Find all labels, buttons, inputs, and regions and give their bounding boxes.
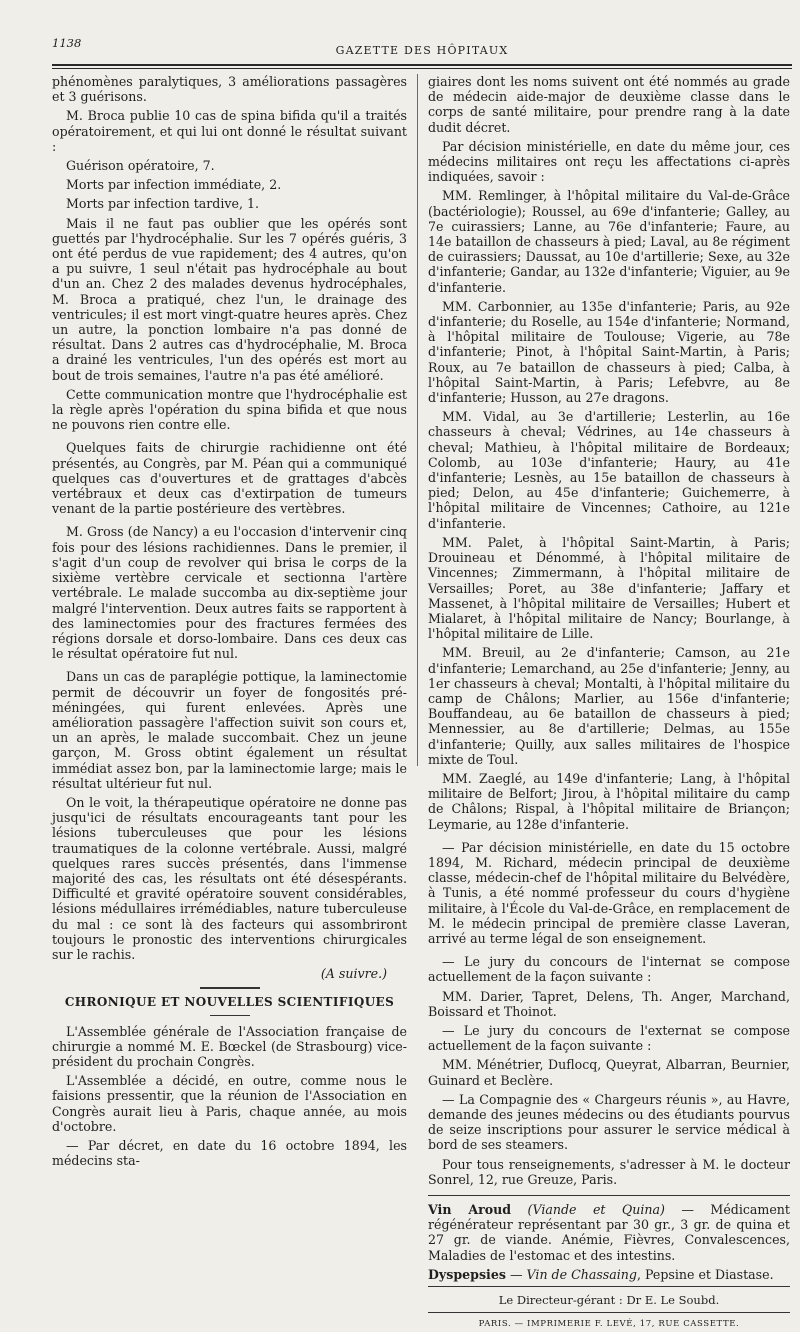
paragraph: Pour tous renseignements, s'adresser à M. le docteur Sonrel, 12, rue Greuze, Paris. [428, 1156, 790, 1187]
advert-title: Dyspepsies [428, 1266, 506, 1282]
advert [428, 1202, 790, 1263]
paragraph: — Le jury du concours de l'externat se compose actuellement de la façon suivante : [428, 1022, 790, 1054]
paragraph: MM. Darier, Tapret, Delens, Th. Anger, Marchand, Boissard et Thoinot. [428, 988, 790, 1019]
publisher-line: Le Directeur-gérant : Dr E. Le Soubd. [498, 1293, 720, 1308]
paragraph: MM. Carbonnier, au 135e d'infanterie; Paris, au 92e d'infanterie; du Roselle, au 154e d'infanterie; Normand, à l'hôpital militaire de Toulouse; Vigerie, au 78e d'infanterie; Pinot, à l'hôpital Saint-Martin, à Paris; Roux, au 7e bataillon de chasseurs à pied; Calba, à l'hôpital Saint-Martin, à Paris; Lefebvre, au 8e d'infanterie; Husson, au 27e dragons. [428, 298, 790, 406]
section-title: CHRONIQUE ET NOUVELLES SCIENTIFIQUES [64, 995, 395, 1010]
paragraph: phénomènes paralytiques, 3 améliorations passagères et 3 guérisons. [52, 74, 407, 105]
paragraph: M. Gross (de Nancy) a eu l'occasion d'intervenir cinq fois pour des lésions rachidiennes. Dans le premier, il s'agit d'un coup de revolver qui brisa le corps de la sixième vertèbre cervicale et sectionna l'artère vertébrale. Le malade succomba au dix-septième jour malgré l'intervention. Deux autres faits se rapportent à des laminectomies pour des fractures fermées des régions dorsale et dorso-lombaire. Dans ces deux cas le résultat opératoire fut nul. [52, 524, 407, 662]
list-item: Morts par infection tardive, 1. [66, 196, 259, 212]
advert-title: Vin Aroud [428, 1202, 512, 1218]
column-divider [417, 74, 418, 766]
paragraph: L'Assemblée générale de l'Association française de chirurgie a nommé M. E. Bœckel (de Strasbourg) vice-président du prochain Congrès. [52, 1023, 407, 1069]
paragraph: — Par décision ministérielle, en date du 15 octobre 1894, M. Richard, médecin principal de deuxième classe, médecin-chef de l'hôpital militaire du Belvédère, à Tunis, a été nommé professeur du cours d'hygiène militaire, à l'École du Val-de-Grâce, en remplacement de M. le médecin principal de première classe Laveran, arrivé au terme légal de son enseignement. [428, 839, 790, 946]
paragraph: — Par décret, en date du 16 octobre 1894, les médecins sta- [52, 1138, 407, 1169]
to-be-continued: (A suivre.) [320, 966, 387, 982]
paragraph: MM. Zaeglé, au 149e d'infanterie; Lang, à l'hôpital militaire de Belfort; Jirou, à l'hôpital militaire du camp de Châlons; Rispal, à l'hôpital militaire de Briançon; Leymarie, au 128e d'infanterie. [428, 770, 790, 832]
paragraph: giaires dont les noms suivent ont été nommés au grade de médecin aide-major de deuxième classe dans le corps de santé militaire, pour prendre rang à la date dudit décret. [428, 74, 790, 135]
paragraph: Par décision ministérielle, en date du même jour, ces médecins militaires ont reçu les affectations ci-après indiquées, savoir : [428, 138, 790, 185]
list-item: Guérison opératoire, 7. [66, 158, 215, 174]
list-item: Morts par infection immédiate, 2. [66, 177, 282, 193]
header-rule [52, 64, 792, 66]
paragraph: MM. Remlinger, à l'hôpital militaire du Val-de-Grâce (bactériologie); Roussel, au 69e d'infanterie; Galley, au 7e cuirassiers; Lanne, au 76e d'infanterie; Faure, au 14e bataillon de chasseurs à pied; Laval, au 8e régiment de cuirassiers; Daussat, au 10e d'artillerie; Sexe, au 32e d'infanterie; Gandar, au 132e d'infanterie; Viguier, au 9e d'infanterie. [428, 188, 790, 295]
advert-subtitle: (Viande et Quina) [527, 1202, 665, 1218]
left-column [52, 74, 407, 1172]
paragraph: Mais il ne faut pas oublier que les opérés sont guettés par l'hydrocéphalie. Sur les 7 opérés guéris, 3 ont été perdus de vue rapidement; des 4 autres, qu'on a pu suivre, 1 seul n'était pas hydrocéphale au bout d'un an. Chez 2 des malades devenus hydrocéphales, M. Broca a pratiqué, chez l'un, le drainage des ventricules; il est mort vingt-quatre heures après. Chez un autre, la ponction lombaire n'a pas donné de résultat. Dans 2 autres cas d'hydrocéphalie, M. Broca a drainé les ventricules, l'un des opérés est mort au bout de trois semaines, l'autre n'a pas été amélioré. [52, 215, 407, 383]
paragraph: — La Compagnie des « Chargeurs réunis », au Havre, demande des jeunes médecins ou des étudiants pourvus de seize inscriptions pour assurer le service médical à bord de ses steamers. [428, 1091, 790, 1153]
page-number: 1138 [52, 36, 82, 50]
footer-rule [428, 1286, 790, 1287]
paragraph: MM. Ménétrier, Duflocq, Queyrat, Albarran, Beurnier, Guinard et Beclère. [428, 1057, 790, 1088]
paragraph: On le voit, la thérapeutique opératoire ne donne pas jusqu'ici de résultats encourageants tant pour les lésions tuberculeuses que pour les lésions traumatiques de la colonne vertébrale. Aussi, malgré quelques rares succès présentés, dans l'immense majorité des cas, les résultats ont été désespérants. Difficulté et gravité opératoire souvent considérables, lésions médullaires irrémédiables, nature tuberculeuse du mal : ce sont là des facteurs qui assombriront toujours le pronostic des interventions chirurgicales sur le rachis. [52, 794, 407, 962]
page-header [52, 36, 792, 64]
advert-text: , Pepsine et Diastase. [636, 1266, 774, 1282]
paragraph: M. Broca publie 10 cas de spina bifida qu'il a traités opératoirement, et qui lui ont donné le résultat suivant : [52, 108, 407, 154]
printer-line: PARIS. — IMPRIMERIE F. LEVÉ, 17, RUE CASSETTE. [478, 1319, 740, 1330]
section-rule [210, 1015, 250, 1016]
advert-rule [428, 1195, 790, 1196]
paragraph: Cette communication montre que l'hydrocéphalie est la règle après l'opération du spina bifida et que nous ne pouvons rien contre elle. [52, 386, 407, 433]
paragraph: MM. Breuil, au 2e d'infanterie; Camson, au 21e d'infanterie; Lemarchand, au 25e d'infanterie; Jenny, au 1er chasseurs à cheval; Montalti, à l'hôpital militaire du camp de Châlons; Marlier, au 156e d'infanterie; Bouffandeau, au 6e bataillon de chasseurs à pied; Mennessier, au 8e d'artillerie; Delmas, au 155e d'infanterie; Quilly, aux salles militaires de l'hospice mixte de Toul. [428, 645, 790, 767]
paragraph: MM. Palet, à l'hôpital Saint-Martin, à Paris; Drouineau et Dénommé, à l'hôpital militaire de Vincennes; Zimmermann, à l'hôpital militaire de Versailles; Poret, au 38e d'infanterie; Jaffary et Massenet, à l'hôpital militaire de Versailles; Hubert et Mialaret, à l'hôpital militaire de Nancy; Bourlange, à l'hôpital militaire de Lille. [428, 534, 790, 642]
paragraph: Dans un cas de paraplégie pottique, la laminectomie permit de découvrir un foyer de fongosités pré-méningées, qui furent enlevées. Après une amélioration passagère l'affection suivit son cours et, un an après, le malade succombait. Chez un jeune garçon, M. Gross obtint également un résultat immédiat assez bon, par la laminectomie large; mais le résultat ultérieur fut nul. [52, 669, 407, 791]
advert-subtitle: Vin de Chassaing [526, 1266, 637, 1282]
paragraph: Quelques faits de chirurgie rachidienne ont été présentés, au Congrès, par M. Péan qui a communiqué quelques cas d'ouvertures et de grattages d'abcès vertébraux et deux cas d'extirpation de tumeurs venant de la partie postérieure des vertèbres. [52, 440, 407, 517]
header-rule-thin [52, 68, 792, 69]
paragraph: — Le jury du concours de l'internat se compose actuellement de la façon suivante : [428, 954, 790, 985]
footer-rule [428, 1312, 790, 1313]
advert-text: — Médicament régénérateur représentant par 30 gr., 3 gr. de quina et 27 gr. de viande. Anémie, Fièvres, Convalescences, Maladies de l'estomac et des intestins. [428, 1202, 790, 1263]
paragraph: L'Assemblée a décidé, en outre, comme nous le faisions pressentir, que la réunion de l'Association en Congrès aurait lieu à Paris, chaque année, au mois d'octobre. [52, 1073, 407, 1134]
journal-title: GAZETTE DES HÔPITAUX [335, 44, 509, 57]
section-rule [200, 987, 260, 989]
advert: Dyspepsies — Vin de Chassaing, Pepsine et Diastase. [428, 1266, 774, 1282]
paragraph: MM. Vidal, au 3e d'artillerie; Lesterlin, au 16e chasseurs à cheval; Védrines, au 14e chasseurs à cheval; Mathieu, à l'hôpital militaire de Bordeaux; Colomb, au 103e d'infanterie; Haury, au 41e d'infanterie; Lesnès, au 15e bataillon de chasseurs à pied; Delon, au 45e d'infanterie; Guichemerre, à l'hôpital militaire de Vincennes; Cathoire, au 121e d'infanterie. [428, 409, 790, 531]
right-column [428, 74, 790, 1332]
